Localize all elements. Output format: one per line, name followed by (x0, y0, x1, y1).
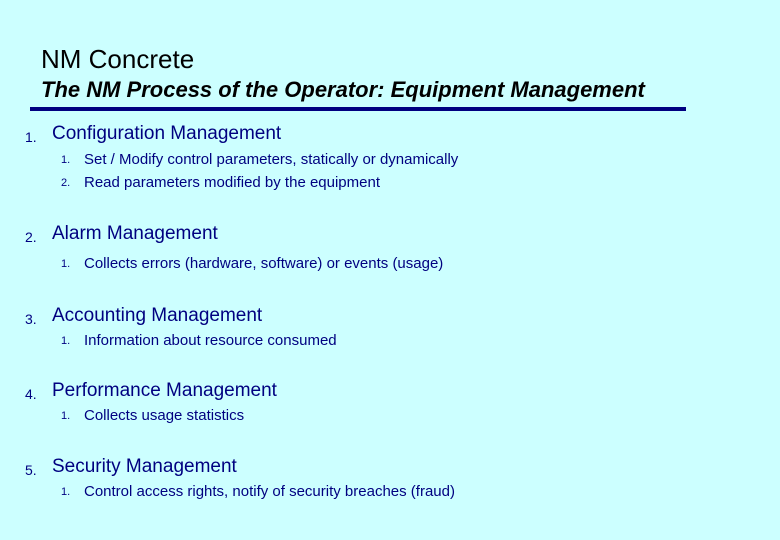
section-number: 3. (25, 311, 37, 327)
list-item-text: Set / Modify control parameters, statically or dynamically (84, 151, 459, 168)
list-item-number: 2. (61, 177, 71, 189)
list-item-text: Control access rights, notify of security breaches (fraud) (84, 483, 455, 500)
section-label: Configuration Management (52, 123, 282, 144)
list-item (0, 406, 780, 426)
list-item (0, 331, 780, 351)
section-number: 1. (25, 129, 37, 145)
section-label: Performance Management (52, 380, 277, 401)
list-item (0, 482, 780, 502)
section-heading (0, 379, 780, 405)
section-heading (0, 455, 780, 481)
list-item-text: Collects errors (hardware, software) or events (usage) (84, 255, 444, 272)
slide-subtitle: The NM Process of the Operator: Equipment Management (41, 77, 645, 102)
section-number: 2. (25, 229, 37, 245)
section-heading (0, 122, 780, 148)
list-item-number: 1. (61, 486, 71, 498)
section-label: Security Management (52, 456, 237, 477)
section-label: Alarm Management (52, 223, 218, 244)
list-item-number: 1. (61, 335, 71, 347)
list-item-text: Collects usage statistics (84, 407, 245, 424)
section-label: Accounting Management (52, 305, 263, 326)
list-item (0, 254, 780, 274)
list-item (0, 150, 780, 170)
title-divider (30, 107, 686, 111)
list-item (0, 173, 780, 193)
section-heading (0, 304, 780, 330)
list-item-number: 1. (61, 258, 71, 270)
list-item-number: 1. (61, 410, 71, 422)
list-item-text: Information about resource consumed (84, 332, 337, 349)
section-heading (0, 222, 780, 248)
section-number: 5. (25, 462, 37, 478)
slide-title: NM Concrete (41, 44, 195, 74)
section-number: 4. (25, 386, 37, 402)
list-item-text: Read parameters modified by the equipment (84, 174, 381, 191)
list-item-number: 1. (61, 154, 71, 166)
